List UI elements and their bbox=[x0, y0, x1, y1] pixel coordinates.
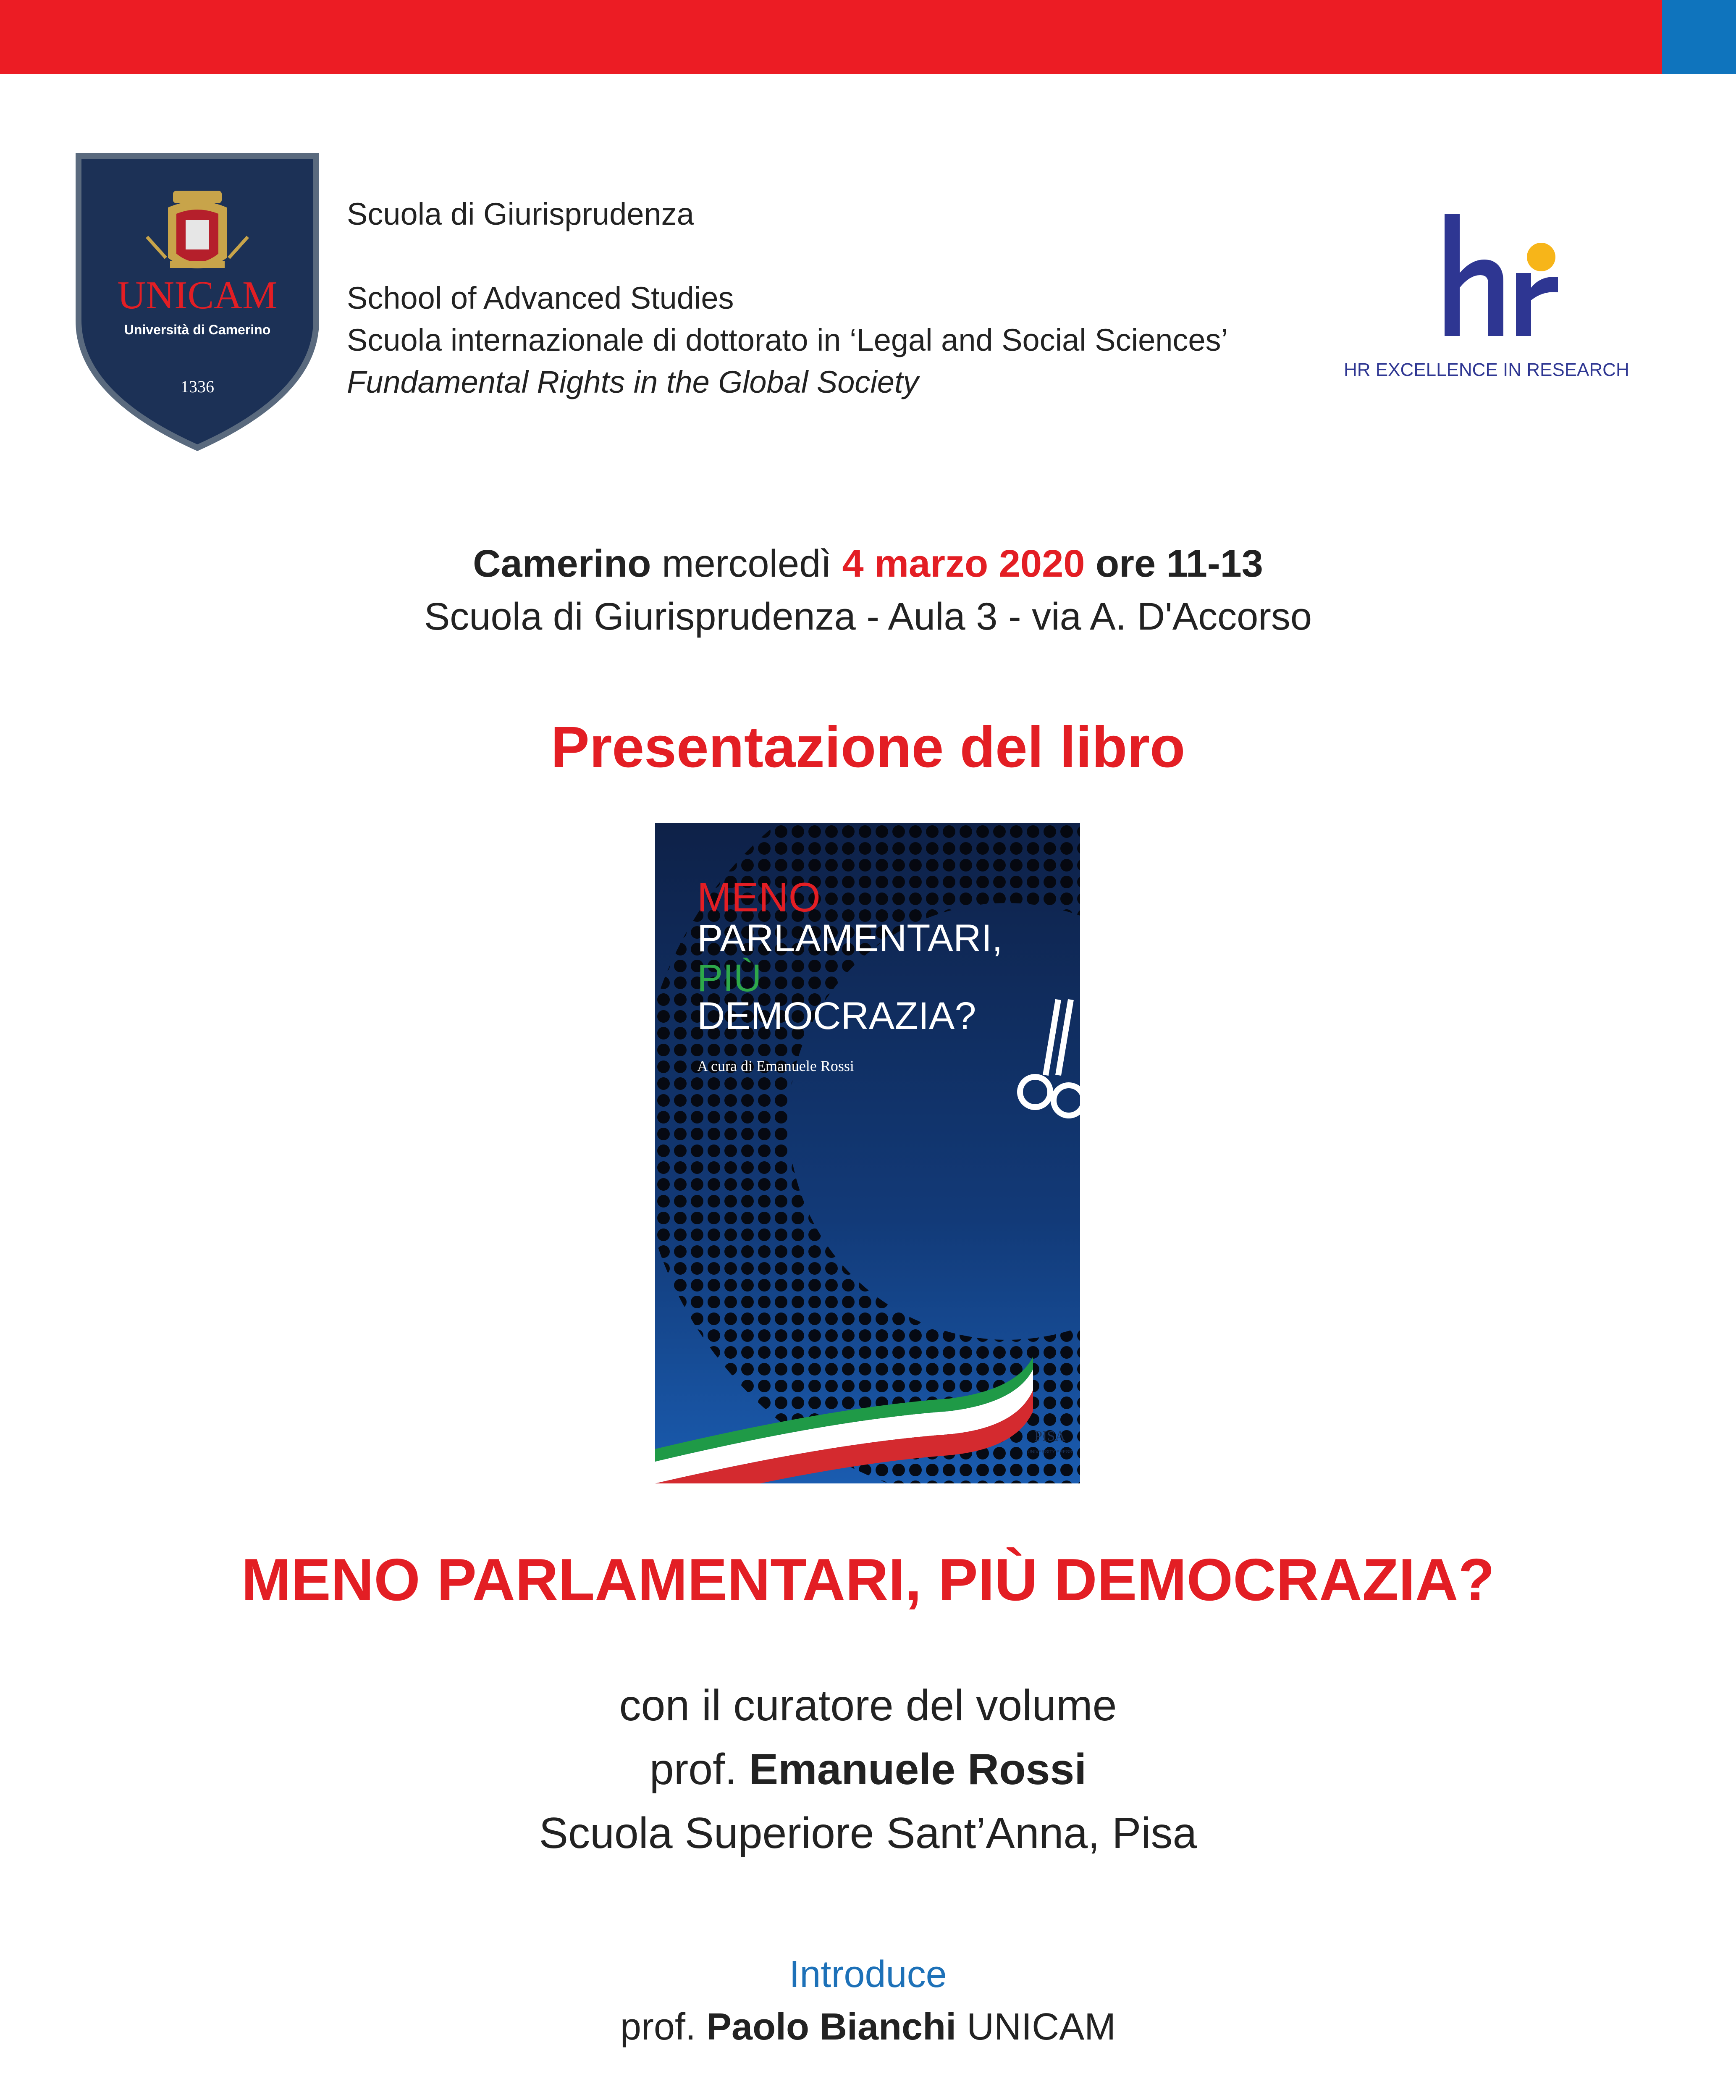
introducer-line bbox=[0, 2006, 1736, 2049]
header-advanced-studies: School of Advanced Studies bbox=[347, 281, 734, 315]
cover-title-meno: MENO bbox=[697, 874, 821, 920]
event-date: 4 marzo 2020 bbox=[842, 542, 1085, 585]
event-time: ore 11-13 bbox=[1095, 542, 1263, 585]
unicam-name: UNICAM bbox=[117, 273, 278, 317]
presentation-heading: Presentazione del libro bbox=[551, 715, 1185, 780]
introducer-name: Paolo Bianchi bbox=[706, 2006, 957, 2048]
book-cover bbox=[655, 823, 1080, 1483]
header-school: Scuola di Giurisprudenza bbox=[347, 197, 694, 231]
hr-logo bbox=[1436, 210, 1562, 340]
cover-publisher-sub: UNIVERSITY PRESS bbox=[1027, 1449, 1073, 1454]
unicam-year: 1336 bbox=[181, 377, 214, 396]
cover-publisher: PISA bbox=[1034, 1428, 1065, 1444]
curator-name-line bbox=[0, 1745, 1736, 1795]
event-weekday: mercoledì bbox=[661, 542, 831, 585]
book-title: MENO PARLAMENTARI, PIÙ DEMOCRAZIA? bbox=[241, 1546, 1495, 1613]
event-venue: Scuola di Giurisprudenza - Aula 3 - via A. D'Accorso bbox=[424, 595, 1312, 638]
top-bar-blue bbox=[1662, 0, 1736, 74]
event-city: Camerino bbox=[473, 542, 651, 585]
curator-name: Emanuele Rossi bbox=[749, 1745, 1087, 1794]
cover-title-democrazia: DEMOCRAZIA? bbox=[697, 995, 976, 1037]
introduce-heading: Introduce bbox=[789, 1953, 947, 1995]
cover-title-piu: PIÙ bbox=[697, 957, 762, 1000]
hr-caption: HR EXCELLENCE IN RESEARCH bbox=[1344, 360, 1629, 380]
curator-prefix: prof. bbox=[649, 1745, 737, 1794]
introducer-org: UNICAM bbox=[967, 2006, 1116, 2048]
header-programme: Fundamental Rights in the Global Society bbox=[347, 365, 919, 399]
event-datetime bbox=[0, 542, 1736, 586]
curator-line: con il curatore del volume bbox=[619, 1681, 1117, 1730]
cover-curator: A cura di Emanuele Rossi bbox=[697, 1058, 854, 1074]
institution-header bbox=[347, 193, 1228, 403]
top-bar-red bbox=[0, 0, 1662, 74]
unicam-subtitle: Università di Camerino bbox=[124, 322, 271, 337]
cover-title-parlamentari: PARLAMENTARI, bbox=[697, 917, 1003, 960]
curator-affiliation: Scuola Superiore Sant’Anna, Pisa bbox=[539, 1809, 1197, 1858]
header-doctorate: Scuola internazionale di dottorato in ‘Legal and Social Sciences’ bbox=[347, 323, 1228, 357]
introducer-title: prof. bbox=[620, 2006, 696, 2048]
unicam-logo bbox=[76, 153, 319, 451]
